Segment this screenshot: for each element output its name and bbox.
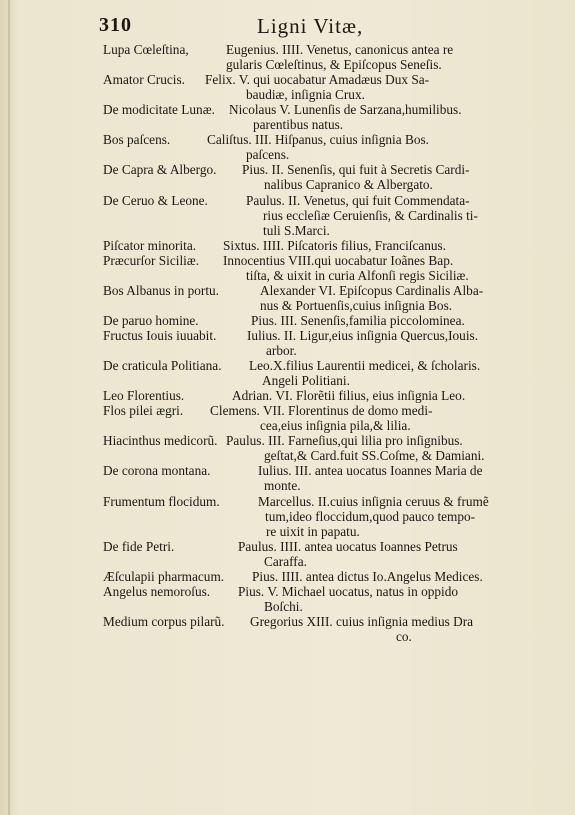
pope-description-line: Eugenius. IIII. Venetus, canonicus antea re: [226, 42, 454, 57]
pope-description-line: Nicolaus V. Lunenſis de Sarzana,humilibus.: [229, 102, 462, 118]
motto-label: Frumentum flocidum.: [103, 493, 220, 509]
pope-description-line: Leo.X.filius Laurentii medicei, & ſcholaris.: [249, 358, 481, 374]
pope-description-line: tum,ideo floccidum,quod pauco tempo-: [265, 508, 476, 524]
pope-description-line: Iulius. III. antea uocatus Ioannes Maria de: [258, 463, 483, 479]
pope-description-line: baudiæ, inſignia Crux.: [246, 87, 365, 103]
pope-description-line: co.: [396, 628, 412, 644]
pope-description-line: Angeli Politiani.: [262, 373, 350, 389]
pope-description-line: tiſta, & uixit in curia Alfonſi regis Siciliæ.: [246, 267, 469, 283]
motto-label: Amator Crucis.: [103, 72, 185, 88]
pope-description-line: tuli S.Marci.: [263, 222, 330, 238]
motto-label: Leo Florentius.: [103, 388, 185, 404]
motto-label: De paruo homine.: [103, 312, 199, 328]
running-head: Ligni Vitæ,: [257, 14, 364, 38]
pope-description-line: geſtat,& Card.fuit SS.Coſme, & Damiani.: [264, 448, 485, 464]
motto-label: De Ceruo & Leone.: [103, 192, 208, 208]
pope-description-line: cea,eius inſignia pila,& lilia.: [260, 418, 411, 434]
pope-description-line: nus & Portuenſis,cuius inſignia Bos.: [260, 297, 453, 313]
motto-label: Medium corpus pilarũ.: [103, 613, 225, 629]
pope-description-line: Caraffa.: [264, 553, 307, 569]
pope-description-line: gularis Cœleſtinus, & Epiſcopus Seneſis.: [226, 57, 442, 73]
motto-label: Bos paſcens.: [103, 132, 171, 148]
pope-description-line: Marcellus. II.cuius inſignia ceruus & frumẽ: [258, 493, 489, 509]
motto-label: De modicitate Lunæ.: [103, 102, 215, 118]
pope-description-line: Adrian. VI. Florẽtii filius, eius inſignia Leo.: [232, 388, 466, 404]
pope-description-line: arbor.: [266, 342, 297, 358]
pope-description-line: Caliſtus. III. Hiſpanus, cuius inſignia Bos.: [207, 132, 429, 148]
pope-description-line: monte.: [264, 478, 301, 494]
motto-label: Hiacinthus medicorũ.: [103, 433, 218, 449]
pope-description-line: Boſchi.: [264, 598, 303, 614]
pope-description-line: Clemens. VII. Florentinus de domo medi-: [210, 403, 433, 419]
pope-description-line: rius eccleſiæ Ceruienſis, & Cardinalis ti-: [263, 207, 478, 223]
motto-label: Præcurſor Siciliæ.: [103, 252, 200, 268]
pope-description-line: Felix. V. qui uocabatur Amadæus Dux Sa-: [205, 72, 430, 88]
motto-label: De Capra & Albergo.: [103, 162, 217, 178]
pope-description-line: Iulius. II. Ligur,eius inſignia Quercus,Iouis.: [247, 327, 479, 343]
motto-label: Bos Albanus in portu.: [103, 282, 219, 298]
page-number: 310: [99, 14, 132, 36]
pope-description-line: parentibus natus.: [253, 117, 344, 133]
pope-description-line: Pius. III. Senenſis,familia piccolominea.: [251, 312, 465, 328]
motto-label: Flos pilei ægri.: [103, 403, 184, 419]
pope-description-line: Paulus. III. Farneſius,qui lilia pro inſignibus.: [226, 433, 463, 449]
pope-description-line: Paulus. IIII. antea uocatus Ioannes Petrus: [238, 538, 458, 554]
motto-label: Æſculapii pharmacum.: [103, 568, 225, 584]
pope-description-line: nalibus Capranico & Albergato.: [264, 177, 433, 193]
pope-description-line: Paulus. II. Venetus, qui fuit Commendata-: [246, 192, 470, 208]
motto-label: Piſcator minorita.: [103, 237, 197, 253]
pope-description-line: paſcens.: [246, 147, 290, 163]
motto-label: Fructus Iouis iuuabit.: [103, 327, 217, 343]
pope-description-line: Innocentius VIII.qui uocabatur Ioãnes Bap.: [223, 252, 454, 268]
pope-description-line: Gregorius XIII. cuius inſignia medius Dra: [250, 613, 474, 629]
motto-label: Lupa Cœleſtina,: [103, 42, 189, 57]
motto-label: Angelus nemoroſus.: [103, 583, 211, 599]
pope-description-line: Pius. V. Michael uocatus, natus in oppido: [238, 583, 459, 599]
pope-description-line: Pius. II. Senenſis, qui fuit à Secretis Cardi-: [242, 162, 470, 178]
pope-description-line: Sixtus. IIII. Piſcatoris filius, Franciſcanus.: [223, 237, 447, 253]
pope-description-line: re uixit in papatu.: [266, 523, 360, 539]
motto-label: De craticula Politiana.: [103, 358, 222, 374]
motto-label: De corona montana.: [103, 463, 211, 479]
pope-description-line: Pius. IIII. antea dictus Io.Angelus Medices.: [252, 568, 483, 584]
motto-label: De fide Petri.: [103, 538, 175, 554]
pope-description-line: Alexander VI. Epiſcopus Cardinalis Alba-: [260, 282, 484, 298]
